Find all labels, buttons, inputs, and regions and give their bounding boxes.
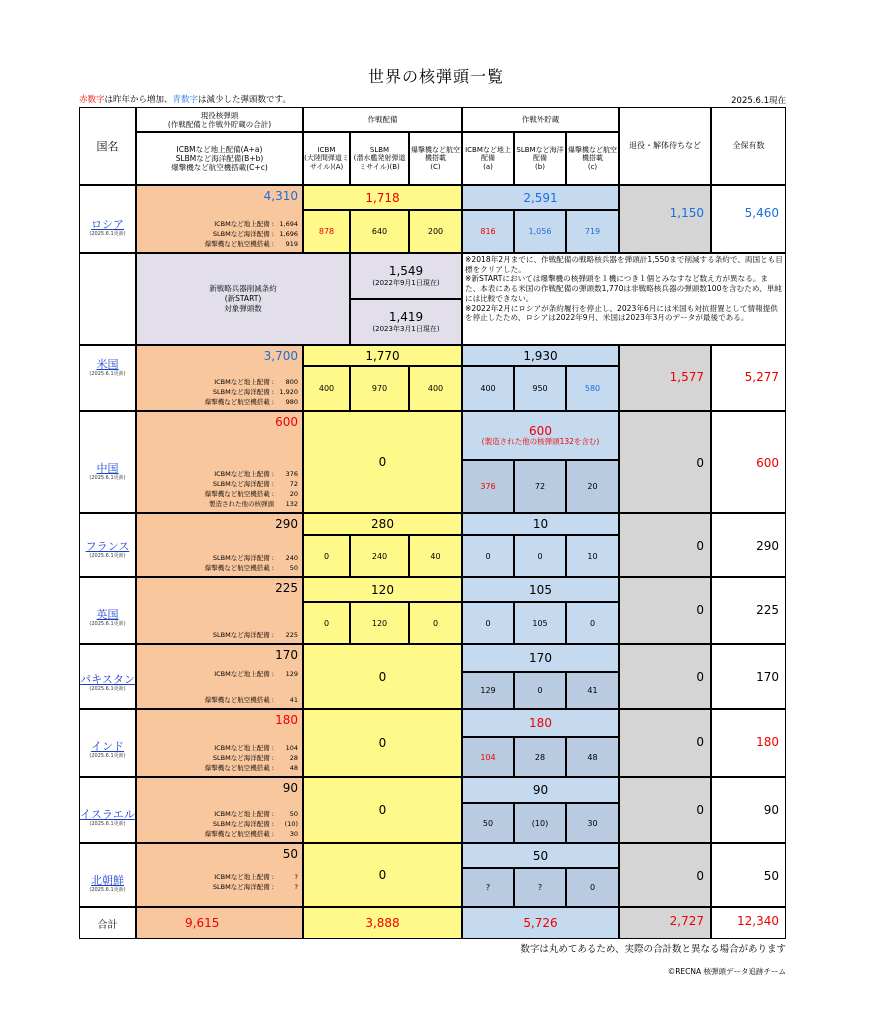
breakdown-label: 爆撃機など航空機搭載 : [204, 397, 274, 406]
total-value-india: 180 [756, 735, 779, 749]
reserve-b-france: 0 [514, 535, 566, 577]
update-date-china: (2025.6.1更新) [89, 475, 126, 481]
breakdown-label: SLBMなど海洋配備 : [212, 753, 274, 762]
retired-india [619, 709, 711, 777]
rounding-note: 数字は丸めてあるため、実際の合計数と異なる場合があります [520, 944, 786, 955]
reserve-total-russia: 2,591 [523, 190, 558, 205]
deployed-total-usa: 1,770 [303, 345, 462, 366]
start-2022 [350, 253, 462, 299]
total-value-russia: 5,460 [744, 206, 779, 220]
reserve-b-uk: 105 [514, 602, 566, 644]
reserve-b-china: 72 [514, 460, 566, 513]
breakdown-labels-israel [205, 809, 274, 839]
active-total-israel: 90 [282, 781, 298, 795]
total-value-china: 600 [756, 456, 779, 470]
breakdown-value: 1,696 [279, 229, 298, 238]
retired-pakistan [619, 644, 711, 709]
reserve-total-china: 600 [529, 424, 552, 439]
reserve-a-nk: ? [462, 868, 514, 907]
breakdown-value: 129 [285, 669, 298, 678]
breakdown-label: ICBMなど地上配備 : [214, 469, 274, 478]
legend-text-2: は減少した弾頭数です。 [198, 95, 291, 105]
header-active-sub: ICBMなど地上配備(A+a) SLBMなど海洋配備(B+b) 爆撃機など航空機搭載(C+c) [136, 132, 303, 185]
grand-total-value: 12,340 [737, 914, 779, 928]
breakdown-value: 132 [285, 499, 298, 508]
total-india [711, 709, 786, 777]
breakdown-labels-uk [213, 630, 274, 640]
reserve-c-india: 48 [566, 737, 619, 777]
country-name-usa: 米国 [96, 358, 119, 371]
breakdown-labels-pakistan [205, 669, 274, 705]
reserve-total-india: 180 [529, 716, 552, 730]
breakdown-labels-russia [205, 219, 274, 249]
retired-nk [619, 843, 711, 907]
breakdown-values-china [286, 469, 298, 509]
reserve-a-france: 0 [462, 535, 514, 577]
breakdown-value: 225 [285, 630, 298, 639]
active-nk [136, 843, 303, 907]
reserve-a-israel: 50 [462, 803, 514, 843]
country-nk [79, 843, 136, 907]
retired-value-usa: 1,577 [669, 370, 704, 384]
active-total-uk: 225 [275, 581, 298, 595]
total-usa [711, 345, 786, 411]
breakdown-value: 980 [285, 397, 298, 406]
country-name-russia: ロシア [91, 218, 124, 231]
breakdown-label: ICBMなど地上配備 : [214, 669, 274, 678]
update-date-russia: (2025.6.1更新) [89, 231, 126, 237]
reserve-b-pakistan: 0 [514, 672, 566, 709]
country-uk [79, 577, 136, 644]
breakdown-value: 50 [289, 809, 298, 818]
breakdown-label: ICBMなど地上配備 : [214, 219, 274, 228]
breakdown-value: 376 [285, 469, 298, 478]
breakdown-label: ICBMなど地上配備 : [214, 743, 274, 752]
start-2023 [350, 299, 462, 345]
retired-value-israel: 0 [696, 803, 704, 817]
reserve-a-china: 376 [462, 460, 514, 513]
breakdown-label: ICBMなど地上配備 : [214, 377, 274, 386]
country-israel [79, 777, 136, 843]
active-pakistan [136, 644, 303, 709]
reserve-c-usa: 580 [566, 366, 619, 411]
breakdown-labels-france [205, 553, 274, 573]
retired-value-russia: 1,150 [669, 206, 704, 220]
country-india [79, 709, 136, 777]
reserve-total-wrap-india [462, 709, 619, 737]
reserve-b-russia: 1,056 [514, 210, 566, 253]
breakdown-label: SLBMなど海洋配備 : [212, 229, 274, 238]
active-usa [136, 345, 303, 411]
breakdown-labels-china [205, 469, 274, 509]
header-total: 全保有数 [711, 107, 786, 185]
country-china [79, 411, 136, 513]
header-deployed: 作戦配備 [303, 107, 462, 132]
grand-deployed: 3,888 [303, 907, 462, 939]
legend-text-1: は昨年から増加、 [104, 95, 173, 105]
reserve-c-pakistan: 41 [566, 672, 619, 709]
grand-active [136, 907, 303, 939]
active-india [136, 709, 303, 777]
breakdown-value: ? [294, 872, 298, 881]
reserve-note-china: (製造された他の核弾頭132を含む) [481, 437, 600, 447]
reserve-c-uk: 0 [566, 602, 619, 644]
breakdown-label: SLBMなど海洋配備 : [212, 553, 274, 562]
deployed-b-uk: 120 [350, 602, 409, 644]
country-name-france: フランス [85, 540, 130, 553]
country-name-nk: 北朝鮮 [91, 874, 124, 887]
country-russia [79, 185, 136, 253]
breakdown-value: ? [294, 882, 298, 891]
breakdown-value: (10) [284, 819, 298, 828]
breakdown-value: 1,920 [279, 387, 298, 396]
breakdown-label: 爆撃機など航空機搭載 : [204, 489, 274, 498]
total-row-label: 合計 [79, 907, 136, 939]
breakdown-label: ICBMなど地上配備 : [214, 809, 274, 818]
deployed-a-france: 0 [303, 535, 350, 577]
header-dep-c: 爆撃機など航空機搭載 (C) [409, 132, 462, 185]
reserve-b-israel: (10) [514, 803, 566, 843]
active-israel [136, 777, 303, 843]
update-date-pakistan: (2025.6.1更新) [89, 686, 126, 692]
active-china [136, 411, 303, 513]
reserve-b-usa: 950 [514, 366, 566, 411]
reserve-c-russia: 719 [566, 210, 619, 253]
breakdown-labels-india [205, 743, 274, 773]
total-value-usa: 5,277 [744, 370, 779, 384]
total-china [711, 411, 786, 513]
grand-retired [619, 907, 711, 939]
total-nk [711, 843, 786, 907]
breakdown-values-russia [279, 219, 298, 249]
header-dep-b: SLBM (潜水艦発射弾道ミサイル)(B) [350, 132, 409, 185]
retired-value-china: 0 [696, 456, 704, 470]
country-france [79, 513, 136, 577]
breakdown-value: 20 [289, 489, 298, 498]
reserve-total-wrap-uk [462, 577, 619, 602]
reserve-c-israel: 30 [566, 803, 619, 843]
deployed-c-france: 40 [409, 535, 462, 577]
reserve-total-uk: 105 [529, 582, 552, 597]
update-date-usa: (2025.6.1更新) [89, 371, 126, 377]
grand-active-value: 9,615 [185, 916, 220, 930]
as-of-date: 2025.6.1現在 [731, 96, 786, 106]
breakdown-value: 800 [285, 377, 298, 386]
header-country: 国名 [79, 107, 136, 185]
grand-retired-value: 2,727 [669, 914, 704, 928]
breakdown-label: ICBMなど地上配備 : [214, 872, 274, 881]
breakdown-value: 50 [289, 563, 298, 572]
breakdown-values-nk [295, 872, 298, 892]
breakdown-label: SLBMなど海洋配備 : [212, 882, 274, 891]
breakdown-value: 72 [289, 479, 298, 488]
active-uk [136, 577, 303, 644]
reserve-total-wrap-usa [462, 345, 619, 366]
active-total-china: 600 [275, 415, 298, 429]
total-value-pakistan: 170 [756, 670, 779, 684]
breakdown-values-israel [285, 809, 298, 839]
reserve-total-wrap-israel [462, 777, 619, 803]
breakdown-label: SLBMなど海洋配備 : [212, 387, 274, 396]
deployed-c-russia: 200 [409, 210, 462, 253]
grand-reserve: 5,726 [462, 907, 619, 939]
start-label: 新戦略兵器削減条約 (新START) 対象弾頭数 [136, 253, 350, 345]
country-usa [79, 345, 136, 411]
breakdown-value: 1,694 [279, 219, 298, 228]
active-total-nk: 50 [282, 847, 298, 861]
deployed-total-china: 0 [303, 411, 462, 513]
credit: ©RECNA 核弾頭データ追跡チーム [667, 967, 786, 976]
breakdown-values-usa [279, 377, 298, 407]
deployed-c-usa: 400 [409, 366, 462, 411]
header-retired: 退役・解体待ちなど [619, 107, 711, 185]
deployed-a-russia: 878 [303, 210, 350, 253]
active-total-pakistan: 170 [275, 648, 298, 662]
reserve-total-usa: 1,930 [523, 348, 558, 363]
total-israel [711, 777, 786, 843]
reserve-c-china: 20 [566, 460, 619, 513]
breakdown-value: 28 [289, 753, 298, 762]
reserve-c-france: 10 [566, 535, 619, 577]
header-reserve: 作戦外貯蔵 [462, 107, 619, 132]
breakdown-value: 41 [289, 695, 298, 704]
deployed-total-france: 280 [303, 513, 462, 535]
start-value-1: 1,549 [388, 264, 424, 278]
breakdown-label: 爆撃機など航空機搭載 : [204, 763, 274, 772]
deployed-total-india: 0 [303, 709, 462, 777]
retired-value-france: 0 [696, 539, 704, 553]
deployed-a-uk: 0 [303, 602, 350, 644]
active-total-usa: 3,700 [263, 349, 298, 363]
deployed-c-uk: 0 [409, 602, 462, 644]
reserve-a-uk: 0 [462, 602, 514, 644]
breakdown-value: 104 [285, 743, 298, 752]
reserve-total-france: 10 [532, 517, 549, 531]
update-date-india: (2025.6.1更新) [89, 753, 126, 759]
breakdown-labels-usa [205, 377, 274, 407]
start-value-2: 1,419 [388, 310, 424, 324]
total-france [711, 513, 786, 577]
breakdown-values-uk [286, 630, 298, 640]
retired-value-uk: 0 [696, 603, 704, 617]
reserve-total-wrap-china [462, 411, 619, 460]
total-value-france: 290 [756, 539, 779, 553]
start-note: ※2018年2月までに、作戦配備の戦略核兵器を弾頭計1,550まで削減する条約で、両国とも目標をクリアした。 ※新STARTにおいては爆撃機の核弾頭を１機につき１個とみなすなど数え方が異なる。また、本表にある米国の作戦配備の弾頭数1,770は非戦略核兵器の弾頭数100を含むため、単純には比較できない。 ※2022年2月にロシアが条約履行を停止し、2023年6月には米国も対抗措置として情報提供を停止したため、ロシアは2022年9月、米国は2023年3月のデータが最後である。 [462, 253, 786, 345]
total-uk [711, 577, 786, 644]
update-date-uk: (2025.6.1更新) [89, 621, 126, 627]
breakdown-value: 919 [285, 239, 298, 248]
country-name-pakistan: パキスタン [80, 673, 135, 686]
deployed-a-usa: 400 [303, 366, 350, 411]
reserve-total-wrap-nk [462, 843, 619, 868]
page-title: 世界の核弾頭一覧 [367, 67, 504, 86]
deployed-total-russia: 1,718 [303, 185, 462, 210]
deployed-total-nk: 0 [303, 843, 462, 907]
breakdown-label: SLBMなど海洋配備 : [212, 479, 274, 488]
reserve-a-usa: 400 [462, 366, 514, 411]
breakdown-label: 爆撃機など航空機搭載 : [204, 829, 274, 838]
breakdown-values-india [286, 743, 298, 773]
country-name-india: インド [91, 740, 124, 753]
breakdown-values-pakistan [286, 669, 298, 705]
country-name-china: 中国 [96, 462, 119, 475]
deployed-total-israel: 0 [303, 777, 462, 843]
retired-china [619, 411, 711, 513]
start-name-spacer [79, 253, 136, 345]
total-value-israel: 90 [763, 803, 779, 817]
breakdown-label: SLBMなど海洋配備 : [212, 819, 274, 828]
country-pakistan [79, 644, 136, 709]
header-res-a: ICBMなど地上配備 (a) [462, 132, 514, 185]
breakdown-value: 30 [289, 829, 298, 838]
header-res-c: 爆撃機など航空機搭載 (c) [566, 132, 619, 185]
breakdown-label: 爆撃機など航空機搭載 : [204, 239, 274, 248]
breakdown-label: 製造された他の核弾頭 [209, 499, 274, 508]
breakdown-label: SLBMなど海洋配備 : [212, 630, 274, 639]
reserve-a-pakistan: 129 [462, 672, 514, 709]
retired-russia [619, 185, 711, 253]
reserve-total-wrap-pakistan [462, 644, 619, 672]
active-russia [136, 185, 303, 253]
retired-france [619, 513, 711, 577]
active-france [136, 513, 303, 577]
total-russia [711, 185, 786, 253]
update-date-france: (2025.6.1更新) [89, 553, 126, 559]
deployed-total-pakistan: 0 [303, 644, 462, 709]
breakdown-value: 240 [285, 553, 298, 562]
active-total-russia: 4,310 [263, 189, 298, 203]
retired-value-india: 0 [696, 735, 704, 749]
breakdown-value: 48 [289, 763, 298, 772]
start-date-2: (2023年3月1日現在) [372, 325, 440, 333]
active-total-india: 180 [275, 713, 298, 727]
country-name-uk: 英国 [96, 608, 119, 621]
reserve-total-pakistan: 170 [529, 651, 552, 665]
reserve-c-nk: 0 [566, 868, 619, 907]
reserve-total-wrap-russia [462, 185, 619, 210]
grand-total [711, 907, 786, 939]
reserve-total-nk: 50 [532, 848, 549, 863]
header-res-b: SLBMなど海洋配備 (b) [514, 132, 566, 185]
reserve-a-india: 104 [462, 737, 514, 777]
legend-red-word: 赤数字 [79, 95, 105, 105]
legend [79, 93, 291, 105]
retired-value-pakistan: 0 [696, 670, 704, 684]
active-total-france: 290 [275, 517, 298, 531]
breakdown-values-france [286, 553, 298, 573]
retired-uk [619, 577, 711, 644]
country-name-israel: イスラエル [80, 808, 135, 821]
update-date-nk: (2025.6.1更新) [89, 887, 126, 893]
reserve-b-india: 28 [514, 737, 566, 777]
reserve-a-russia: 816 [462, 210, 514, 253]
deployed-b-usa: 970 [350, 366, 409, 411]
deployed-total-uk: 120 [303, 577, 462, 602]
reserve-total-israel: 90 [532, 783, 549, 797]
breakdown-label: 爆撃機など航空機搭載 : [204, 695, 274, 704]
legend-blue-word: 青数字 [172, 95, 199, 105]
reserve-total-wrap-france [462, 513, 619, 535]
header-active: 現役核弾頭 (作戦配備と作戦外貯蔵の合計) [136, 107, 303, 132]
total-value-uk: 225 [756, 603, 779, 617]
start-date-1: (2022年9月1日現在) [372, 279, 440, 287]
retired-value-nk: 0 [696, 869, 704, 883]
update-date-israel: (2025.6.1更新) [89, 821, 126, 827]
breakdown-labels-nk [213, 872, 274, 892]
header-dep-a: ICBM (大陸間弾道ミサイル)(A) [303, 132, 350, 185]
retired-israel [619, 777, 711, 843]
total-value-nk: 50 [763, 869, 779, 883]
retired-usa [619, 345, 711, 411]
reserve-b-nk: ? [514, 868, 566, 907]
warhead-table [79, 107, 786, 939]
deployed-b-russia: 640 [350, 210, 409, 253]
deployed-b-france: 240 [350, 535, 409, 577]
total-pakistan [711, 644, 786, 709]
breakdown-label: 爆撃機など航空機搭載 : [204, 563, 274, 572]
